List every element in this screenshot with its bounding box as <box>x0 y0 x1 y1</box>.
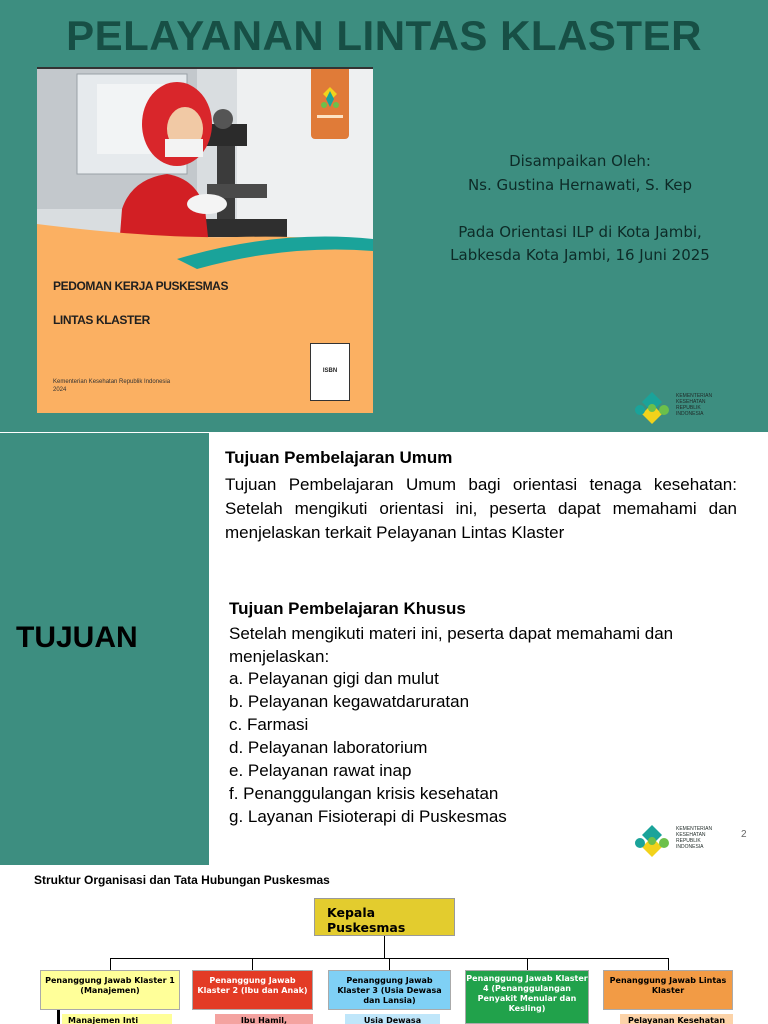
logo-line: INDONESIA <box>676 411 704 417</box>
kemenkes-leaf-icon <box>632 821 672 861</box>
specific-objective-intro: Setelah mengikuti materi ini, peserta dapat memahami dan menjelaskan: <box>229 624 674 666</box>
cover-title-line1: PEDOMAN KERJA PUSKESMAS <box>53 279 229 293</box>
connector-line <box>384 936 385 958</box>
sub-item-box: Pelayanan Kesehatan <box>620 1014 733 1024</box>
connector-line <box>110 958 111 970</box>
cluster-3-box: Penanggung Jawab Klaster 3 (Usia Dewasa dan Lansia) <box>328 970 451 1010</box>
isbn-box <box>310 343 350 401</box>
presented-by-label: Disampaikan Oleh: <box>509 152 651 170</box>
kemenkes-leaf-icon <box>311 69 349 139</box>
slide-title: PELAYANAN LINTAS KLASTER <box>66 12 702 59</box>
cluster-1-box: Penanggung Jawab Klaster 1 (Manajemen) <box>40 970 180 1010</box>
connector-line <box>57 1010 60 1024</box>
head-of-puskesmas-box: Kepala Puskesmas <box>314 898 455 936</box>
sub-item-box: Manajemen Inti <box>62 1014 172 1024</box>
kemenkes-logo-text <box>676 393 712 417</box>
connector-line <box>252 958 253 970</box>
title-slide <box>0 0 768 432</box>
cluster-2-box: Penanggung Jawab Klaster 2 (Ibu dan Anak) <box>192 970 313 1010</box>
general-objective-text: Tujuan Pembelajaran Umum bagi orientasi tenaga kesehatan: Setelah mengikuti orientasi ini, peserta dapat memahami dan menjelaskan terkait Pelayanan Lintas Klaster <box>225 475 737 542</box>
event-venue-date: Labkesda Kota Jambi, 16 Juni 2025 <box>450 246 710 264</box>
cover-publisher <box>53 378 203 394</box>
kemenkes-leaf-icon <box>632 388 672 428</box>
logo-line: KESEHATAN <box>676 399 706 405</box>
publisher-name: Kementerian Kesehatan Republik Indonesia <box>53 379 171 385</box>
isbn-label: ISBN <box>322 368 338 374</box>
event-name: Pada Orientasi ILP di Kota Jambi, <box>458 222 702 241</box>
side-panel <box>0 433 209 865</box>
specific-objective-heading: Tujuan Pembelajaran Khusus <box>229 599 466 618</box>
logo-line: REPUBLIK <box>676 838 701 844</box>
list-item: g. Layanan Fisioterapi di Puskesmas <box>229 807 507 826</box>
publication-year: 2024 <box>53 387 67 393</box>
list-item: b. Pelayanan kegawatdaruratan <box>229 692 470 711</box>
cluster-4-box: Penanggung Jawab Klaster 4 (Penanggulangan Penyakit Menular dan Kesling) <box>465 970 589 1024</box>
presenter-name: Ns. Gustina Hernawati, S. Kep <box>467 175 693 194</box>
logo-line: KESEHATAN <box>676 832 706 838</box>
cover-title-line2: LINTAS KLASTER <box>53 313 150 327</box>
kemenkes-logo <box>632 388 722 430</box>
org-structure-title: Struktur Organisasi dan Tata Hubungan Puskesmas <box>34 873 330 887</box>
side-title: TUJUAN <box>16 621 138 654</box>
general-objective-heading: Tujuan Pembelajaran Umum <box>225 448 453 467</box>
list-item: d. Pelayanan laboratorium <box>229 738 428 757</box>
objectives-slide <box>0 433 768 865</box>
sub-item-box: Ibu Hamil, <box>215 1014 313 1024</box>
list-item: f. Penanggulangan krisis kesehatan <box>229 784 499 803</box>
logo-line: INDONESIA <box>676 844 704 850</box>
specific-objective-list <box>229 667 507 828</box>
list-item: e. Pelayanan rawat inap <box>229 761 412 780</box>
presenter-info <box>420 150 740 268</box>
list-item: c. Farmasi <box>229 715 309 734</box>
cross-cluster-box: Penanggung Jawab Lintas Klaster <box>603 970 733 1010</box>
connector-line <box>527 958 528 970</box>
list-item: a. Pelayanan gigi dan mulut <box>229 669 439 688</box>
guideline-book-cover <box>37 67 373 413</box>
kemenkes-logo-text <box>676 826 712 850</box>
logo-line: KEMENTERIAN <box>676 826 713 832</box>
org-structure-slide <box>0 866 768 1024</box>
logo-line: REPUBLIK <box>676 405 701 411</box>
logo-line: KEMENTERIAN <box>676 393 713 399</box>
connector-line <box>389 958 390 970</box>
kemenkes-badge <box>311 69 349 139</box>
sub-item-box: Usia Dewasa <box>345 1014 440 1024</box>
kemenkes-logo <box>632 821 722 863</box>
page-number: 2 <box>741 829 747 840</box>
connector-line <box>668 958 669 970</box>
